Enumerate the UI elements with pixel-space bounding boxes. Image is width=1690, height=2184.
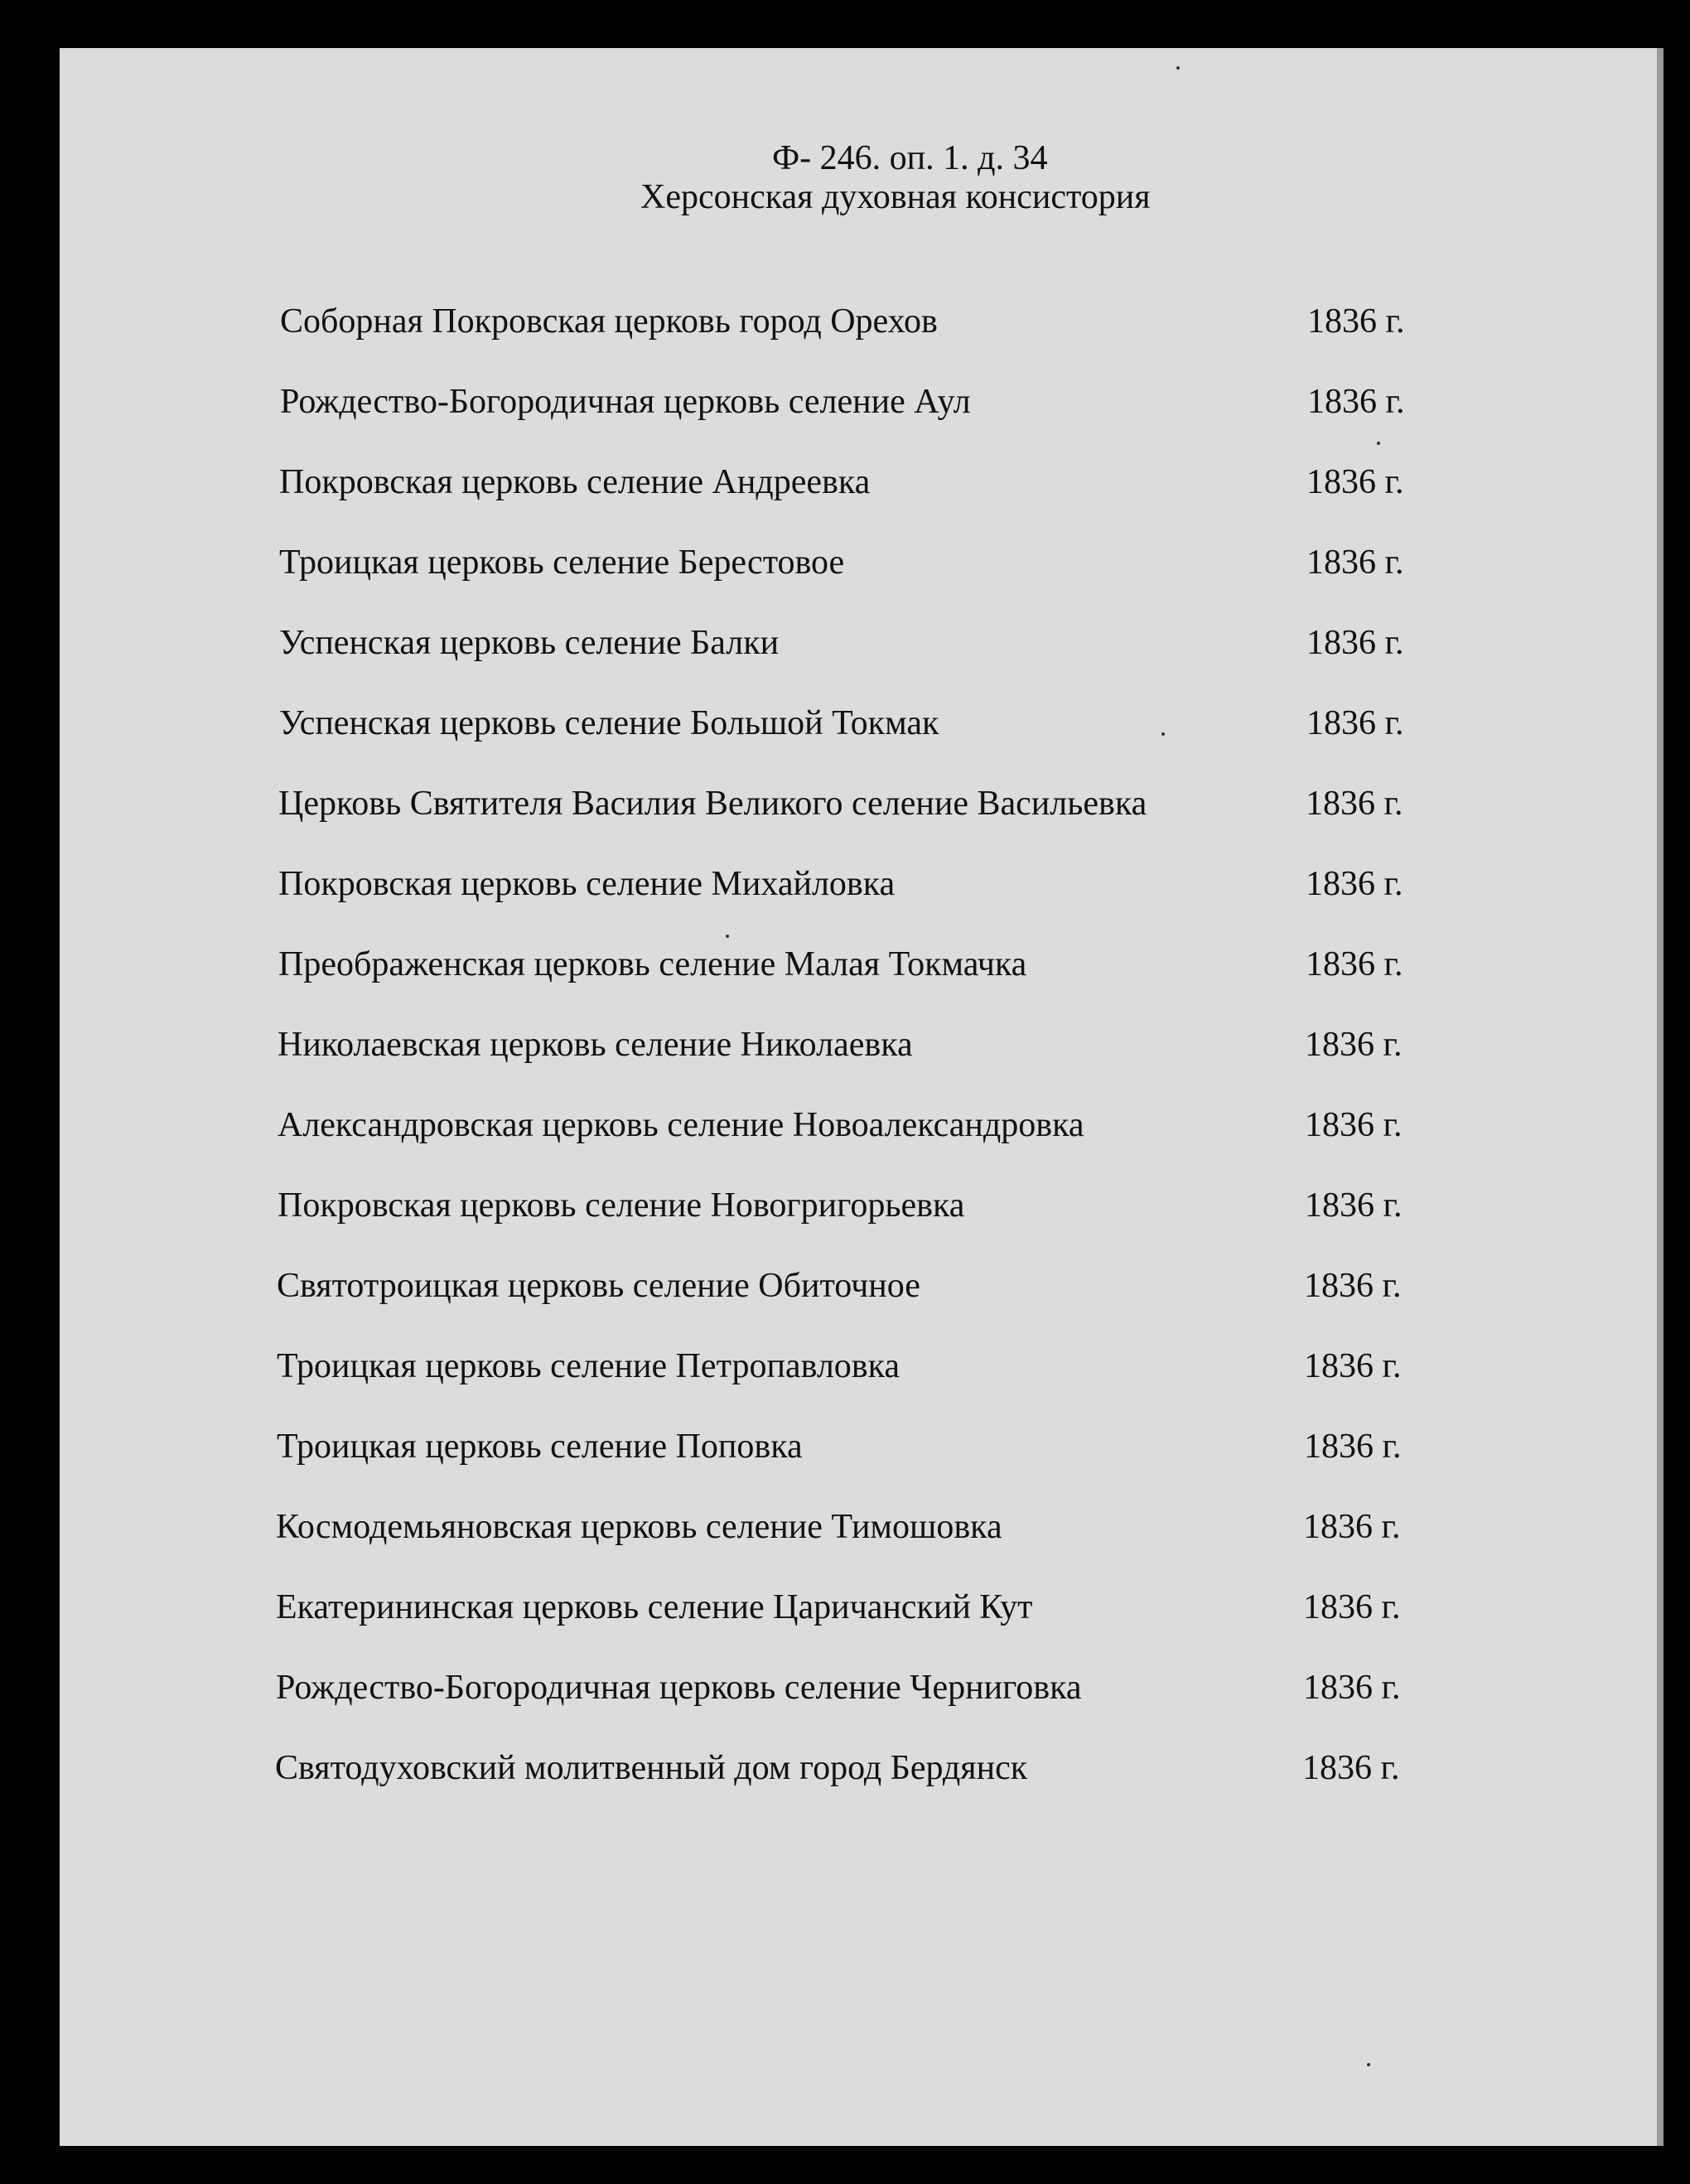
scan-speck bbox=[1377, 442, 1380, 445]
record-year: 1836 г. bbox=[1306, 785, 1403, 823]
record-year: 1836 г. bbox=[1304, 1347, 1402, 1385]
scan-speck bbox=[1367, 2063, 1370, 2066]
record-year: 1836 г. bbox=[1306, 945, 1403, 983]
church-name: Рождество-Богородичная церковь селение Черниговка bbox=[276, 1669, 1082, 1707]
church-name: Покровская церковь селение Андреевка bbox=[279, 463, 871, 501]
list-item bbox=[280, 297, 1440, 346]
institution-title: Херсонская духовная консистория bbox=[640, 178, 1151, 216]
scan-speck bbox=[1176, 66, 1180, 70]
record-year: 1836 г. bbox=[1307, 383, 1405, 421]
list-item bbox=[280, 377, 1440, 427]
list-item bbox=[278, 1100, 1437, 1150]
scan-speck bbox=[1161, 732, 1165, 736]
list-item bbox=[279, 698, 1439, 748]
record-year: 1836 г. bbox=[1306, 624, 1404, 662]
record-year: 1836 г. bbox=[1304, 1267, 1402, 1305]
record-year: 1836 г. bbox=[1302, 1749, 1400, 1787]
church-name: Александровская церковь селение Новоалександровка bbox=[278, 1106, 1084, 1144]
scan-speck bbox=[726, 935, 729, 938]
church-name: Успенская церковь селение Балки bbox=[279, 624, 780, 662]
record-year: 1836 г. bbox=[1305, 1106, 1403, 1144]
archive-reference: Ф- 246. оп. 1. д. 34 bbox=[772, 139, 1048, 177]
record-year: 1836 г. bbox=[1306, 463, 1404, 501]
list-item bbox=[278, 859, 1438, 909]
list-item bbox=[276, 1582, 1436, 1632]
record-year: 1836 г. bbox=[1306, 865, 1403, 903]
church-name: Соборная Покровская церковь город Орехов bbox=[280, 302, 938, 341]
church-name: Троицкая церковь селение Петропавловка bbox=[277, 1347, 901, 1385]
record-year: 1836 г. bbox=[1304, 1428, 1402, 1466]
church-name: Святотроицкая церковь селение Обиточное bbox=[277, 1267, 920, 1305]
list-item bbox=[279, 538, 1439, 587]
record-year: 1836 г. bbox=[1307, 302, 1405, 341]
record-year: 1836 г. bbox=[1306, 704, 1404, 742]
church-name: Троицкая церковь селение Поповка bbox=[277, 1428, 803, 1466]
list-item bbox=[275, 1743, 1435, 1793]
list-item bbox=[278, 779, 1438, 829]
church-name: Троицкая церковь селение Берестовое bbox=[279, 544, 845, 582]
church-name: Святодуховский молитвенный дом город Бердянск bbox=[275, 1749, 1028, 1787]
record-year: 1836 г. bbox=[1303, 1588, 1401, 1626]
record-year: 1836 г. bbox=[1303, 1508, 1401, 1546]
church-name: Космодемьяновская церковь селение Тимошовка bbox=[276, 1508, 1002, 1546]
record-year: 1836 г. bbox=[1306, 544, 1404, 582]
record-year: 1836 г. bbox=[1303, 1669, 1401, 1707]
church-name: Покровская церковь селение Михайловка bbox=[278, 865, 896, 903]
list-item bbox=[277, 1341, 1436, 1391]
list-item bbox=[279, 457, 1439, 507]
church-name: Рождество-Богородичная церковь селение Аул bbox=[280, 383, 971, 421]
list-item bbox=[278, 940, 1438, 989]
list-item bbox=[276, 1502, 1436, 1552]
list-item bbox=[279, 618, 1439, 668]
list-item bbox=[276, 1663, 1436, 1713]
record-year: 1836 г. bbox=[1305, 1186, 1403, 1225]
list-item bbox=[278, 1181, 1437, 1230]
church-name: Покровская церковь селение Новогригорьевка bbox=[278, 1186, 965, 1225]
church-name: Екатерининская церковь селение Царичанский Кут bbox=[276, 1588, 1033, 1626]
church-name: Церковь Святителя Василия Великого селение Васильевка bbox=[278, 785, 1147, 823]
church-name: Успенская церковь селение Большой Токмак bbox=[279, 704, 939, 742]
record-year: 1836 г. bbox=[1305, 1026, 1403, 1064]
list-item bbox=[277, 1261, 1436, 1311]
list-item bbox=[277, 1422, 1436, 1471]
list-item bbox=[278, 1020, 1437, 1070]
church-name: Николаевская церковь селение Николаевка bbox=[278, 1026, 913, 1064]
church-name: Преображенская церковь селение Малая Токмачка bbox=[278, 945, 1027, 983]
